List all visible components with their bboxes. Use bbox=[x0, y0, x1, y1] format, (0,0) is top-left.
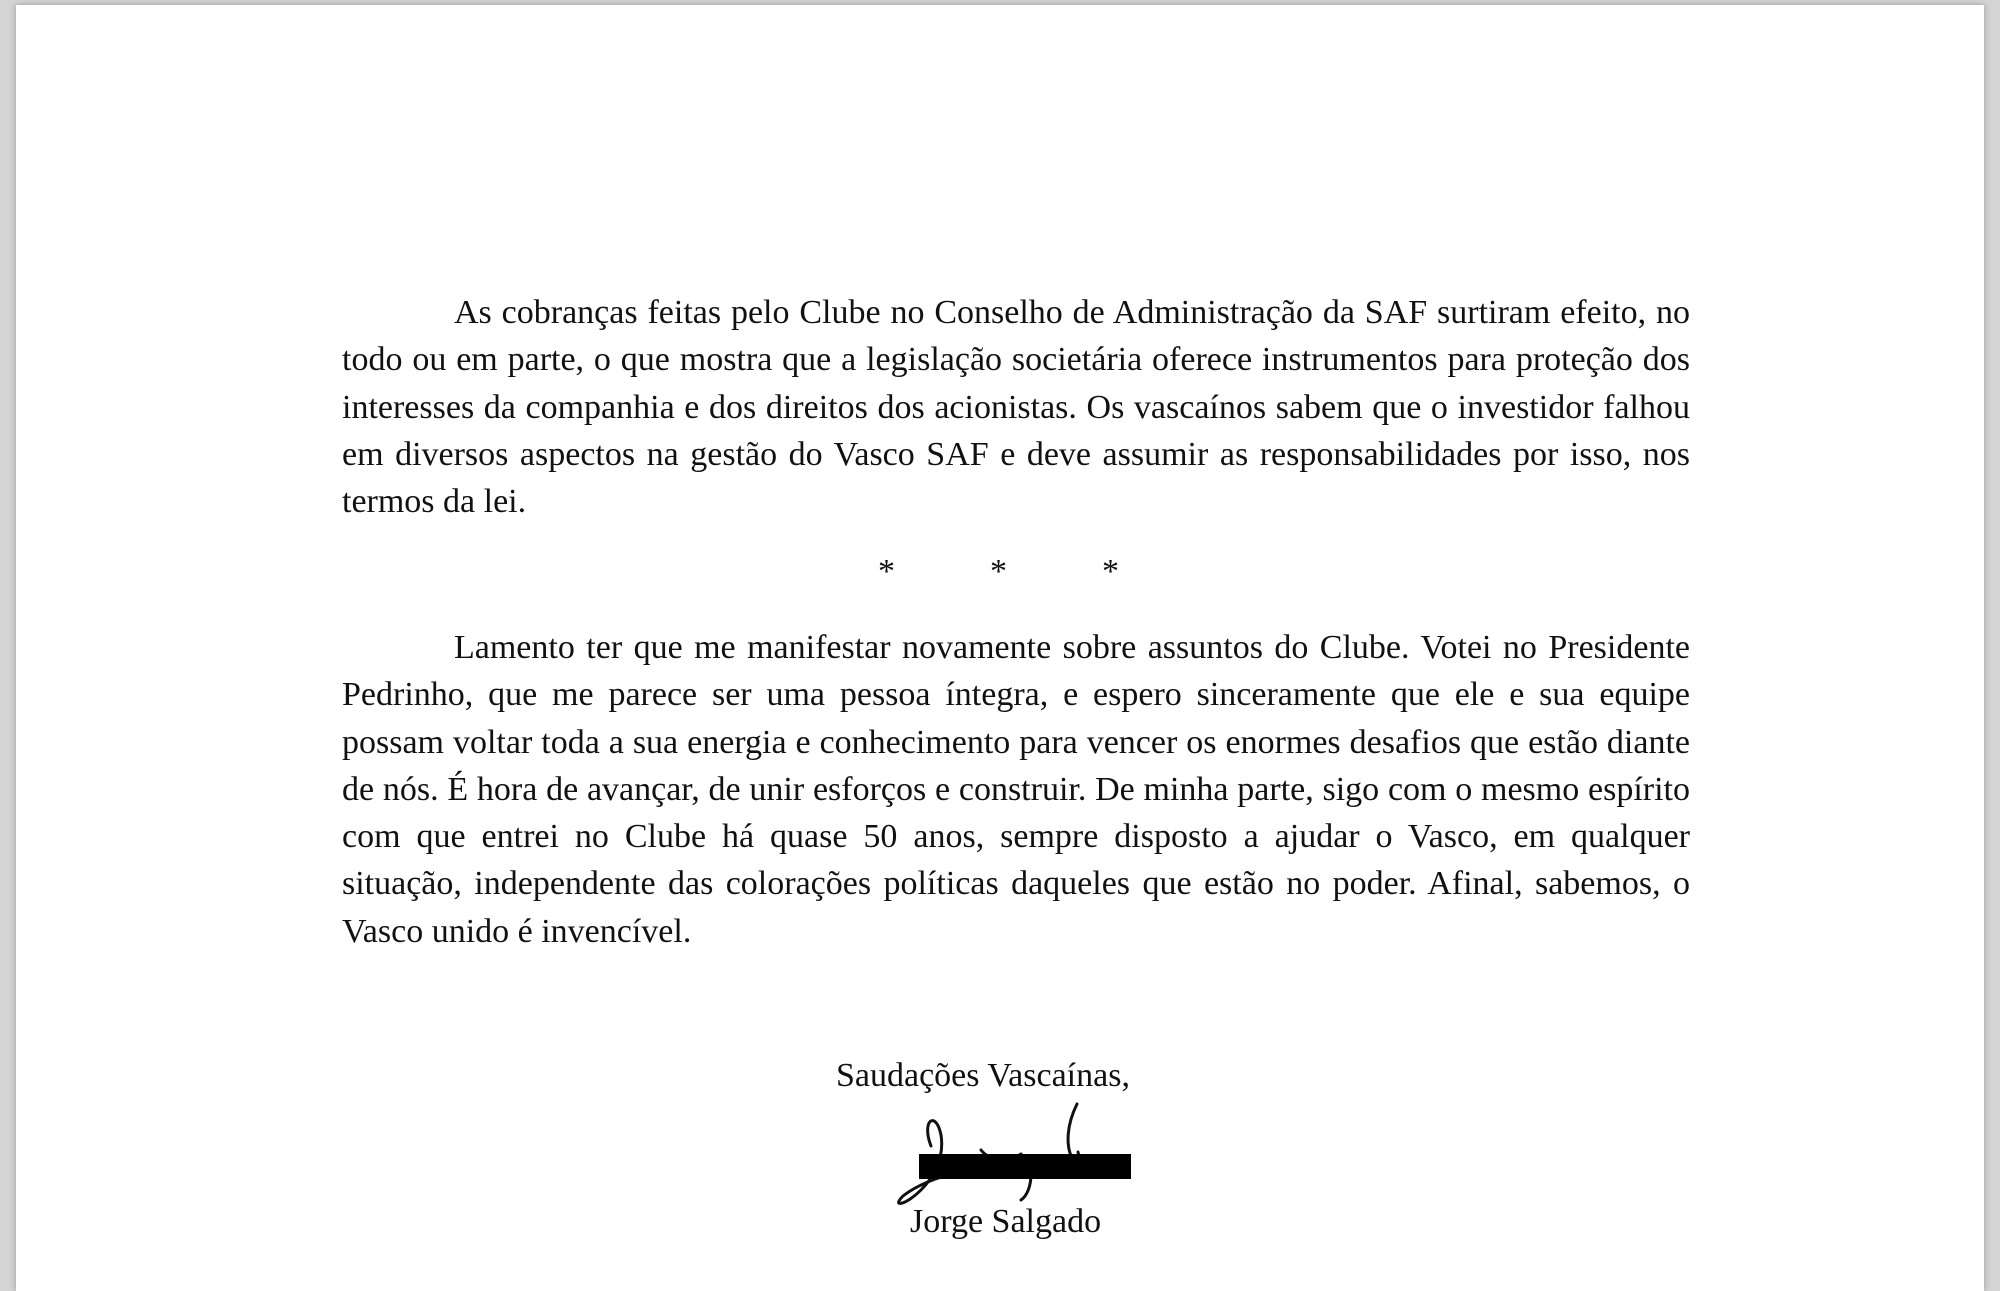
section-separator bbox=[16, 553, 1984, 593]
separator-star: * bbox=[878, 553, 895, 590]
paragraph-block-2 bbox=[342, 624, 1690, 955]
paragraph-1: As cobranças feitas pelo Clube no Conselho de Administração da SAF surtiram efeito, no todo ou em parte, o que mostra que a legislação societária oferece instrumentos para proteção dos interesses da companhia e dos direitos dos acionistas. Os vascaínos sabem que o investidor falhou em diversos aspectos na gestão do Vasco SAF e deve assumir as responsabilidades por isso, nos termos da lei. bbox=[342, 294, 1690, 521]
document-page bbox=[16, 5, 1984, 1291]
closing-salutation: Saudações Vascaínas, bbox=[836, 1057, 1130, 1094]
separator-star: * bbox=[990, 553, 1007, 590]
signer-name: Jorge Salgado bbox=[910, 1203, 1102, 1240]
paragraph-block-1 bbox=[342, 289, 1690, 525]
redaction-bar bbox=[919, 1154, 1131, 1179]
paragraph-2: Lamento ter que me manifestar novamente sobre assuntos do Clube. Votei no Presidente Pedrinho, que me parece ser uma pessoa íntegra, e espero sinceramente que ele e sua equipe possam voltar toda a sua energia e conhecimento para vencer os enormes desafios que estão diante de nós. É hora de avançar, de unir esforços e construir. De minha parte, sigo com o mesmo espírito com que entrei no Clube há quase 50 anos, sempre disposto a ajudar o Vasco, em qualquer situação, independente das colorações políticas daqueles que estão no poder. Afinal, sabemos, o Vasco unido é invencível. bbox=[342, 629, 1690, 950]
separator-star: * bbox=[1102, 553, 1119, 590]
